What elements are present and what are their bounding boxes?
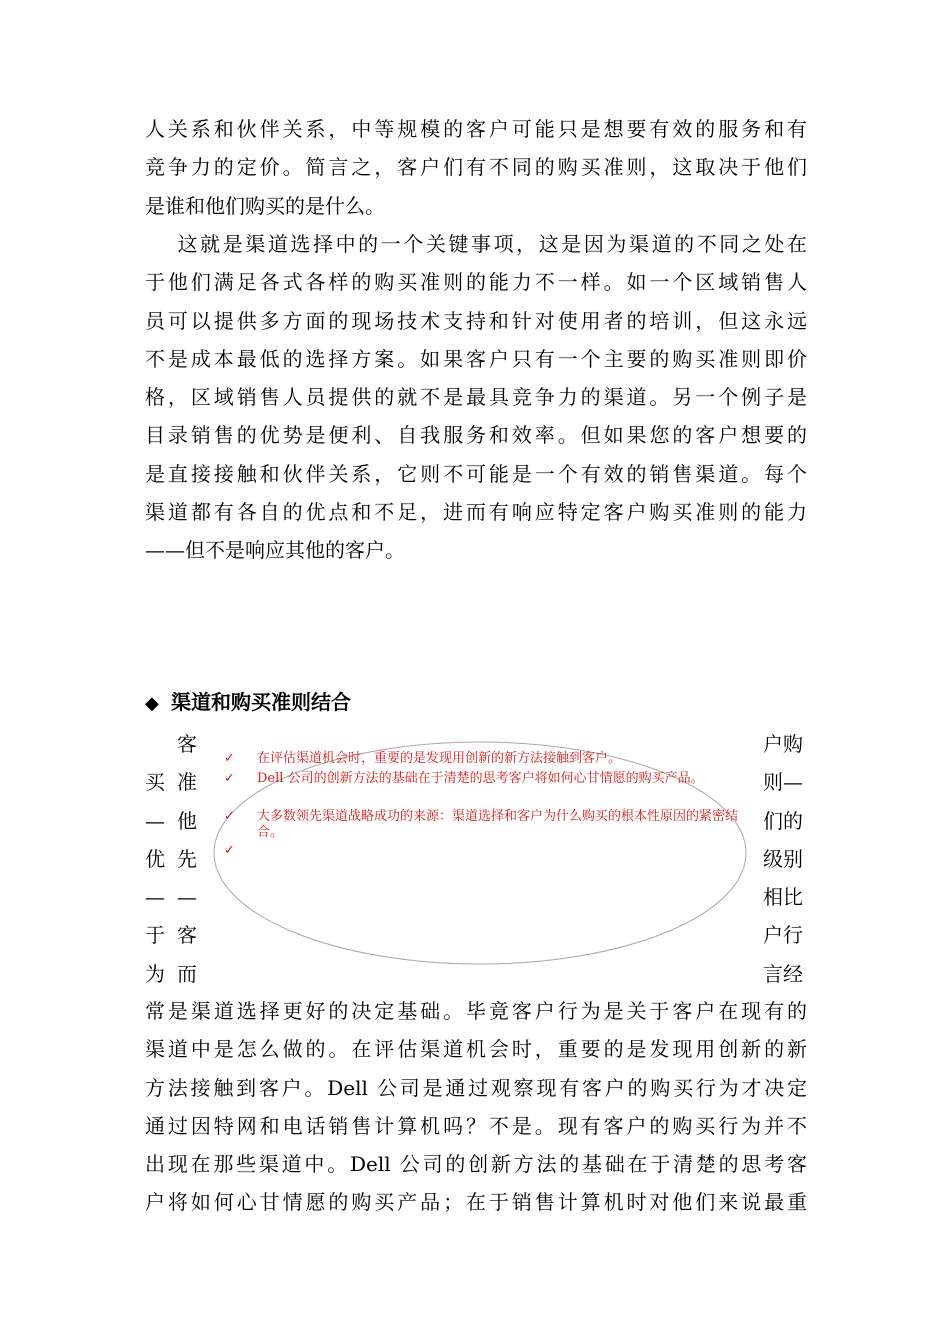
paragraph-2 <box>145 225 807 570</box>
column-char: 客 <box>177 732 197 756</box>
checkmark-icon: ✓ <box>224 771 235 786</box>
column-char: 相比 <box>763 885 803 910</box>
column-char: — <box>177 885 197 910</box>
text-line: 户将如何心甘情愿的购买产品；在于销售计算机时对他们来说最重 <box>145 1190 807 1215</box>
column-char <box>145 725 165 763</box>
section-heading <box>145 686 351 715</box>
text-line: 方法接触到客户。Dell 公司是通过观察现有客户的购买行为才决定 <box>145 1075 807 1100</box>
text-line: 这就是渠道选择中的一个关键事项，这是因为渠道的不同之处在 <box>155 232 807 256</box>
column-char: 准 <box>177 770 197 795</box>
checkmark-icon: ✓ <box>224 751 235 766</box>
checkmark-icon: ✓ <box>224 809 235 824</box>
text-line: 渠道都有各自的优点和不足，进而有响应特定客户购买准则的能力 <box>145 500 807 525</box>
text-line: 是谁和他们购买的是什么。 <box>145 193 385 218</box>
checkmark-icon: ✓ <box>224 843 235 858</box>
callout-note-3 <box>224 809 743 840</box>
callout-note-1 <box>224 751 732 767</box>
text-line: 不是成本最低的选择方案。如果客户只有一个主要的购买准则即价 <box>145 346 807 371</box>
text-line: 通过因特网和电话销售计算机吗？不是。现有客户的购买行为并不 <box>145 1113 807 1138</box>
text-line: 出现在那些渠道中。Dell 公司的创新方法的基础在于清楚的思考客 <box>145 1152 807 1177</box>
column-char: 而 <box>177 961 197 986</box>
callout-note-2 <box>224 771 743 787</box>
column-char: 言经 <box>763 961 803 986</box>
column-char: 于 <box>145 923 165 948</box>
callout-note-text: Dell 公司的创新方法的基础在于清楚的思考客户将如何心甘情愿的购买产品。 <box>257 771 704 786</box>
text-line: 常是渠道选择更好的决定基础。毕竟客户行为是关于客户在现有的 <box>145 999 807 1023</box>
diamond-bullet-icon: ◆ <box>145 693 159 714</box>
column-char: 则— <box>763 770 803 795</box>
callout-note-text: 在评估渠道机会时，重要的是发现用创新的新方法接触到客户。 <box>257 751 622 766</box>
column-char: 户购 <box>763 732 803 756</box>
column-char: 客 <box>177 923 197 948</box>
text-line: 人关系和伙伴关系，中等规模的客户可能只是想要有效的服务和有 <box>145 117 807 141</box>
paragraph-1 <box>145 110 807 225</box>
right-column <box>763 725 803 993</box>
column-char: — <box>145 885 165 910</box>
column-char: 为 <box>145 961 165 986</box>
callout-note-text: 大多数领先渠道战略成功的来源：渠道选择和客户为什么购买的根本性原因的紧密结合。 <box>257 809 739 840</box>
paragraph-3 <box>145 992 807 1222</box>
text-line: 目录销售的优势是便利、自我服务和效率。但如果您的客户想要的 <box>145 423 807 448</box>
column-char: 买 <box>145 770 165 795</box>
text-line: 格，区域销售人员提供的就不是最具竞争力的渠道。另一个例子是 <box>145 385 807 410</box>
left-column-1 <box>145 725 165 993</box>
column-char: 级别 <box>763 846 803 871</box>
text-line: 是直接接触和伙伴关系，它则不可能是一个有效的销售渠道。每个 <box>145 461 807 486</box>
left-column-2 <box>177 725 197 993</box>
section-heading-text: 渠道和购买准则结合 <box>171 690 351 714</box>
column-char: 他 <box>177 808 197 833</box>
column-char: 户行 <box>763 923 803 948</box>
column-char: 先 <box>177 846 197 871</box>
text-line: 员可以提供多方面的现场技术支持和针对使用者的培训，但这永远 <box>145 308 807 333</box>
text-line: 竞争力的定价。简言之，客户们有不同的购买准则，这取决于他们 <box>145 155 807 180</box>
text-line: ——但不是响应其他的客户。 <box>145 538 405 563</box>
column-char: 优 <box>145 846 165 871</box>
column-char: 们的 <box>763 808 803 833</box>
text-line: 于他们满足各式各样的购买准则的能力不一样。如一个区域销售人 <box>145 270 807 295</box>
column-char: — <box>145 808 165 833</box>
text-line: 渠道中是怎么做的。在评估渠道机会时，重要的是发现用创新的新 <box>145 1037 807 1062</box>
